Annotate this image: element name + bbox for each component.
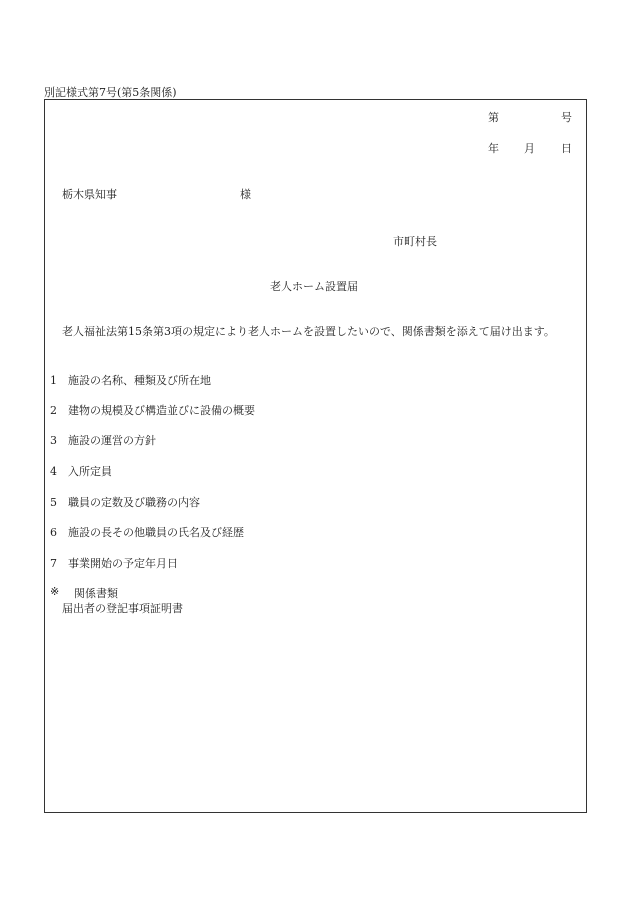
list-item <box>50 432 156 448</box>
form-caption: 別記様式第7号(第5条関係) <box>44 86 177 99</box>
addressee-honorific: 様 <box>240 188 251 201</box>
number-dai-label: 第 <box>488 111 499 124</box>
addressee-name: 栃木県知事 <box>62 188 117 201</box>
note-content: 届出者の登記事項証明書 <box>62 602 183 615</box>
body-text: 老人福祉法第15条第3項の規定により老人ホームを設置したいので、関係書類を添えて届け出ます。 <box>62 325 555 338</box>
list-item <box>50 463 112 479</box>
number-go-label: 号 <box>561 111 572 124</box>
item-text: 職員の定数及び職務の内容 <box>68 496 200 509</box>
document-title: 老人ホーム設置届 <box>270 280 358 293</box>
item-number: 5 <box>50 496 57 509</box>
date-month-label: 月 <box>524 142 535 155</box>
item-text: 施設の名称、種類及び所在地 <box>68 374 211 387</box>
note-mark: ※ <box>50 585 60 598</box>
item-text: 事業開始の予定年月日 <box>68 557 178 570</box>
item-number: 7 <box>50 557 57 570</box>
item-text: 入所定員 <box>68 465 112 478</box>
item-text: 建物の規模及び構造並びに設備の概要 <box>68 404 255 417</box>
item-number: 2 <box>50 404 57 417</box>
list-item <box>50 524 244 540</box>
list-item <box>50 494 200 510</box>
sender-title: 市町村長 <box>393 235 437 248</box>
item-text: 施設の長その他職員の氏名及び経歴 <box>68 526 244 539</box>
item-number: 3 <box>50 434 57 447</box>
list-item <box>50 555 178 571</box>
item-number: 1 <box>50 374 57 387</box>
item-number: 6 <box>50 526 57 539</box>
item-number: 4 <box>50 465 57 478</box>
note-heading: 関係書類 <box>74 587 118 600</box>
date-year-label: 年 <box>488 142 499 155</box>
form-frame <box>44 99 587 813</box>
list-item <box>50 372 211 388</box>
list-item <box>50 402 255 418</box>
date-day-label: 日 <box>561 142 572 155</box>
item-text: 施設の運営の方針 <box>68 434 156 447</box>
